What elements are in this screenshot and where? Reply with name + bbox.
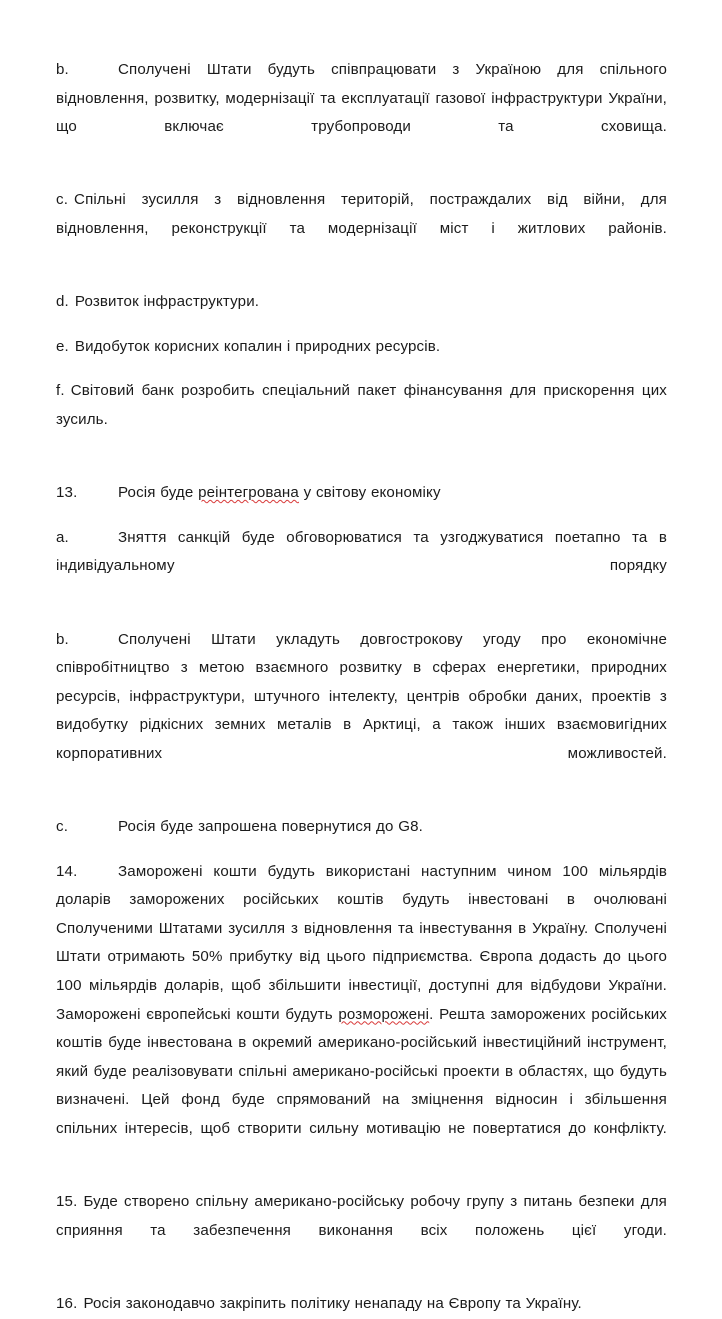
document-body xyxy=(56,56,667,1319)
list-marker: 15. xyxy=(56,1193,78,1211)
paragraph-text: Буде створено спільну американо-російську робочу групу з питань безпеки для сприяння та забезпечення виконання всіх положень цієї угоди. xyxy=(56,1193,667,1239)
paragraph-item-f-world-bank xyxy=(56,377,667,463)
list-marker: 16. xyxy=(56,1294,78,1312)
paragraph-text: Зняття санкцій буде обговорюватися та узгоджуватися поетапно та в індивідуальному порядку xyxy=(56,528,667,575)
list-marker: f. xyxy=(56,382,65,400)
list-marker: 13. xyxy=(56,484,78,502)
paragraph-text: Сполучені Штати укладуть довгострокову угоду про економічне співробітництво з метою взаємного розвитку в сферах енергетики, природних ресурсів, інфраструктури, штучного інтелекту, центрів обробки даних, проектів з видобутку рідкісних земних металів в Арктиці, а також інших взаємовигідних корпоративних можливостей. xyxy=(56,630,667,762)
paragraph-text: Розвиток інфраструктури. xyxy=(74,293,260,311)
list-marker: 14. xyxy=(56,862,78,880)
paragraph-item-13a-sanctions xyxy=(56,524,667,610)
spellcheck-flagged-word: реінтегрована xyxy=(198,484,299,502)
list-marker: c. xyxy=(56,191,69,209)
paragraph-item-16-non-aggression xyxy=(56,1290,667,1319)
paragraph-text-before: Заморожені кошти будуть використані наступним чином 100 мільярдів доларів заморожених російських коштів будуть інвестовані в очолювані Сполученими Штатами зусилля з відновлення та інвестування в Україну. Сполучені Штати отримають 50% прибутку від цього підприємства. Європа додасть до цього 100 мільярдів доларів, щоб збільшити інвестиції, доступні для відбудови України. Заморожені європейські кошти будуть xyxy=(56,862,667,1023)
paragraph-item-c-reconstruction xyxy=(56,186,667,272)
paragraph-text-after: у світову економіку xyxy=(298,484,441,502)
paragraph-text: Видобуток корисних копалин і природних ресурсів. xyxy=(74,337,441,355)
paragraph-text-after: . Решта заморожених російських коштів буде інвестована в окремий американо-російський інвестиційний інструмент, який буде реалізовувати спільні американо-російські проекти в областях, що будуть визначені. Цей фонд буде спрямований на зміцнення відносин і збільшення спільних інтересів, щоб створити сильну мотивацію не повертатися до конфлікту. xyxy=(56,1005,667,1137)
paragraph-item-b-gas xyxy=(56,56,667,170)
paragraph-item-14-frozen-funds xyxy=(56,858,667,1173)
list-marker: e. xyxy=(56,337,69,355)
paragraph-item-13-reintegration xyxy=(56,479,667,508)
paragraph-item-13c-g8 xyxy=(56,813,667,842)
paragraph-text-before: Росія буде xyxy=(118,484,199,502)
paragraph-item-15-working-group xyxy=(56,1188,667,1274)
list-marker: b. xyxy=(56,630,69,648)
spellcheck-flagged-word: розморожені xyxy=(338,1005,430,1023)
paragraph-item-e-resources xyxy=(56,333,667,362)
paragraph-text: Спільні зусилля з відновлення територій, постраждалих від війни, для відновлення, реконструкції та модернізації міст і житлових районів. xyxy=(56,191,667,237)
list-marker: d. xyxy=(56,293,69,311)
list-marker: b. xyxy=(56,61,69,78)
paragraph-item-d-infrastructure xyxy=(56,288,667,317)
paragraph-text: Сполучені Штати будуть співпрацювати з Україною для спільного відновлення, розвитку, модернізації та експлуатації газової інфраструктури України, що включає трубопроводи та сховища. xyxy=(56,61,667,136)
paragraph-text: Росія законодавчо закріпить політику ненападу на Європу та Україну. xyxy=(83,1294,582,1312)
paragraph-item-13b-economic-agreement xyxy=(56,626,667,798)
list-marker: a. xyxy=(56,528,69,546)
paragraph-text: Росія буде запрошена повернутися до G8. xyxy=(118,818,423,836)
list-marker: c. xyxy=(56,818,69,836)
paragraph-text: Світовий банк розробить спеціальний пакет фінансування для прискорення цих зусиль. xyxy=(56,382,667,428)
